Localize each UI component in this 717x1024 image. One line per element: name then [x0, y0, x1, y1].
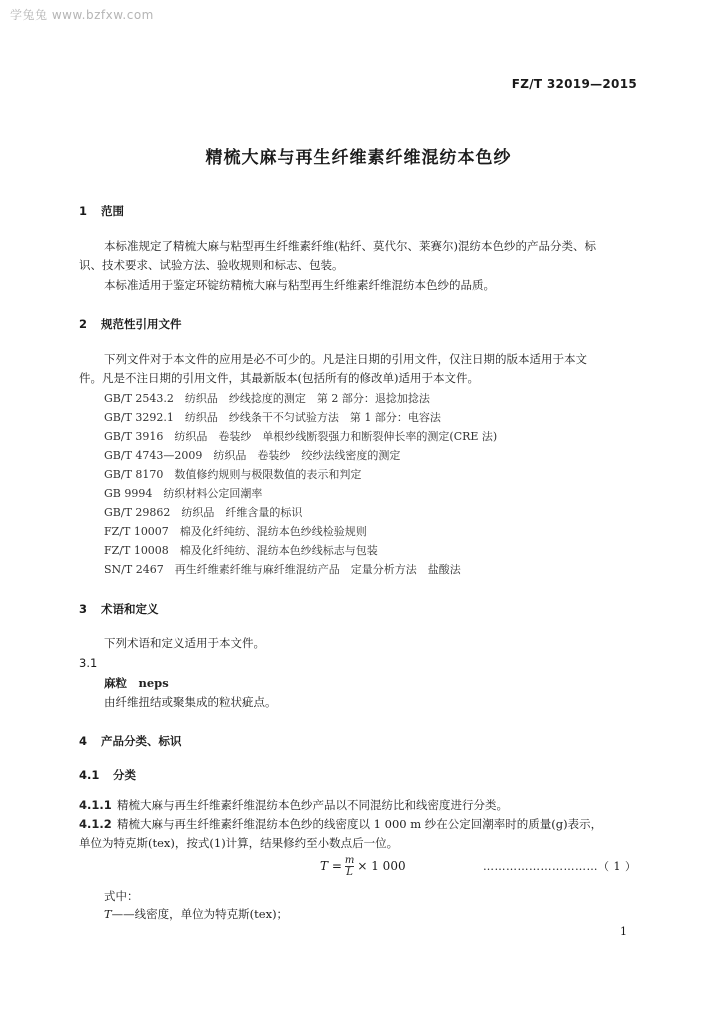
references-intro-line-2: 件。凡是不注日期的引用文件，其最新版本(包括所有的修改单)适用于本文件。 — [79, 371, 479, 385]
standard-number: FZ/T 32019—2015 — [511, 77, 637, 91]
clause-number: 4.1.2 — [79, 817, 112, 831]
clause-text: 精梳大麻与再生纤维素纤维混纺本色纱产品以不同混纺比和线密度进行分类。 — [117, 798, 508, 812]
clause-text: 精梳大麻与再生纤维素纤维混纺本色纱的线密度以 1 000 m 纱在公定回潮率时的质量(g)表示， — [117, 817, 603, 831]
reference-item: FZ/T 10008 棉及化纤纯纺、混纺本色纱线标志与包装 — [104, 544, 378, 557]
reference-item: GB/T 8170 数值修约规则与极限数值的表示和判定 — [104, 468, 362, 481]
clause-4-1-2-line-1 — [79, 816, 602, 832]
where-label: 式中： — [104, 889, 139, 903]
formula-linear-density — [320, 855, 406, 878]
scope-paragraph-1-line-2: 识、技术要求、试验方法、验收规则和标志、包装。 — [79, 258, 344, 272]
clause-4-1-2-line-2: 单位为特克斯(tex)，按式(1)计算，结果修约至小数点后一位。 — [79, 836, 399, 850]
clause-number: 4.1.1 — [79, 798, 112, 812]
subsection-number: 3.1 — [79, 656, 98, 670]
page-number: 1 — [620, 925, 627, 938]
reference-item: GB/T 2543.2 纺织品 纱线捻度的测定 第 2 部分：退捻加捻法 — [104, 392, 430, 405]
section-3-heading — [79, 601, 159, 617]
formula-lhs: T = — [320, 859, 342, 873]
formula-rhs: × 1 000 — [357, 859, 406, 873]
section-2-heading — [79, 316, 182, 332]
watermark: 学兔兔 www.bzfxw.com — [10, 8, 154, 22]
reference-item: GB/T 3916 纺织品 卷装纱 单根纱线断裂强力和断裂伸长率的测定(CRE 法) — [104, 430, 498, 443]
references-intro-line-1: 下列文件对于本文件的应用是必不可少的。凡是注日期的引用文件，仅注日期的版本适用于本文 — [104, 352, 587, 366]
variable-symbol: T — [104, 907, 112, 921]
scope-paragraph-1-line-1: 本标准规定了精梳大麻与粘型再生纤维素纤维(粘纤、莫代尔、莱赛尔)混纺本色纱的产品分类、标 — [104, 239, 596, 253]
document-title: 精梳大麻与再生纤维素纤维混纺本色纱 — [205, 148, 512, 168]
section-title: 术语和定义 — [101, 602, 159, 616]
scope-paragraph-2: 本标准适用于鉴定环锭纺精梳大麻与粘型再生纤维素纤维混纺本色纱的品质。 — [104, 278, 495, 292]
section-1-heading — [79, 203, 124, 219]
subsection-4-1-heading — [79, 767, 136, 783]
reference-item: GB/T 4743—2009 纺织品 卷装纱 绞纱法线密度的测定 — [104, 449, 401, 462]
reference-item: GB 9994 纺织材料公定回潮率 — [104, 487, 263, 500]
section-number: 4 — [79, 734, 88, 748]
equation-number: …………………………（ 1 ） — [483, 860, 637, 873]
subsection-title: 分类 — [113, 768, 136, 782]
reference-item: GB/T 3292.1 纺织品 纱线条干不匀试验方法 第 1 部分：电容法 — [104, 411, 441, 424]
term-neps: 麻粒 neps — [104, 676, 169, 690]
section-number: 3 — [79, 602, 88, 616]
section-number: 1 — [79, 204, 88, 218]
formula-numerator: m — [344, 855, 355, 866]
formula-fraction — [345, 855, 354, 878]
variable-description: ——线密度，单位为特克斯(tex)； — [111, 907, 289, 921]
term-definition: 由纤维扭结或聚集成的粒状疵点。 — [104, 695, 277, 709]
terms-intro: 下列术语和定义适用于本文件。 — [104, 636, 265, 650]
formula-denominator: L — [346, 867, 353, 878]
section-title: 产品分类、标识 — [101, 734, 182, 748]
clause-4-1-1 — [79, 797, 508, 813]
section-4-heading — [79, 733, 182, 749]
subsection-number: 4.1 — [79, 768, 100, 782]
variable-T-definition — [104, 906, 288, 922]
section-number: 2 — [79, 317, 88, 331]
reference-item: FZ/T 10007 棉及化纤纯纺、混纺本色纱线检验规则 — [104, 525, 367, 538]
reference-item: GB/T 29862 纺织品 纤维含量的标识 — [104, 506, 303, 519]
section-title: 范围 — [101, 204, 124, 218]
section-title: 规范性引用文件 — [101, 317, 182, 331]
reference-item: SN/T 2467 再生纤维素纤维与麻纤维混纺产品 定量分析方法 盐酸法 — [104, 563, 461, 576]
